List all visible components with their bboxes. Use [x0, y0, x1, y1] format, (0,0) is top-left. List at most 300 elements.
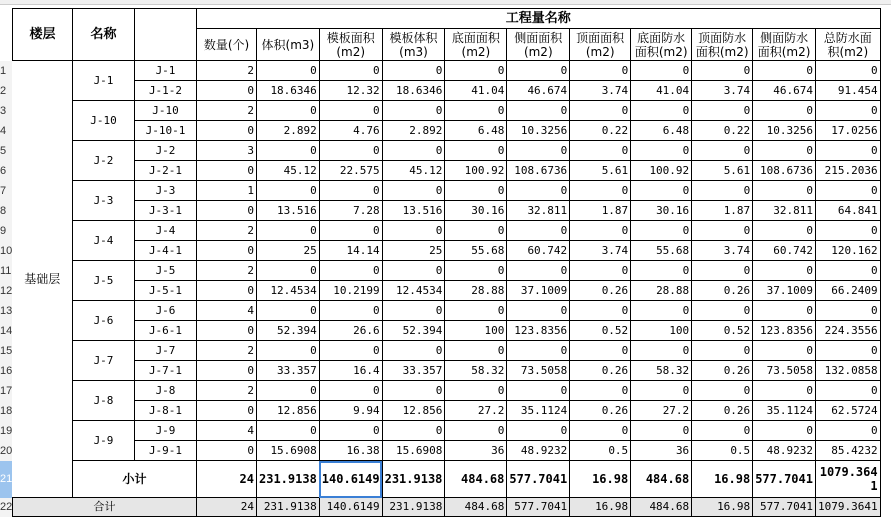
name-cell[interactable]: J-6 [73, 301, 135, 341]
value-cell[interactable]: 26.6 [319, 321, 382, 341]
total-value[interactable]: 577.7041 [507, 498, 570, 517]
subname-cell[interactable]: J-10 [135, 101, 197, 121]
subname-cell[interactable]: J-1-2 [135, 81, 197, 101]
row-number[interactable]: 13 [0, 301, 12, 321]
row-number[interactable]: 21 [0, 461, 12, 498]
row-number[interactable]: 9 [0, 221, 12, 241]
value-cell[interactable]: 41.04 [445, 81, 507, 101]
name-cell[interactable]: J-3 [73, 181, 135, 221]
value-cell[interactable]: 0 [197, 401, 257, 421]
value-cell[interactable]: 2 [197, 221, 257, 241]
subname-cell[interactable]: J-9 [135, 421, 197, 441]
value-cell[interactable]: 9.94 [319, 401, 382, 421]
value-cell[interactable]: 73.5058 [753, 361, 816, 381]
value-cell[interactable]: 0 [815, 341, 880, 361]
name-cell[interactable]: J-10 [73, 101, 135, 141]
value-cell[interactable]: 0 [257, 141, 320, 161]
subtotal-value[interactable]: 484.68 [445, 461, 507, 498]
subtotal-value[interactable]: 231.9138 [257, 461, 320, 498]
value-cell[interactable]: 132.0858 [815, 361, 880, 381]
subname-cell[interactable]: J-4-1 [135, 241, 197, 261]
value-cell[interactable]: 0 [319, 381, 382, 401]
value-cell[interactable]: 0.26 [692, 361, 753, 381]
value-cell[interactable]: 0 [570, 141, 631, 161]
value-cell[interactable]: 0 [382, 221, 445, 241]
name-cell[interactable]: J-2 [73, 141, 135, 181]
value-cell[interactable]: 0 [631, 381, 692, 401]
value-cell[interactable]: 120.162 [815, 241, 880, 261]
value-cell[interactable]: 15.6908 [257, 441, 320, 461]
value-cell[interactable]: 0 [753, 261, 816, 281]
value-cell[interactable]: 10.3256 [507, 121, 570, 141]
value-cell[interactable]: 0 [382, 261, 445, 281]
value-cell[interactable]: 0 [257, 301, 320, 321]
value-cell[interactable]: 0 [197, 201, 257, 221]
name-cell[interactable]: J-5 [73, 261, 135, 301]
subname-cell[interactable]: J-2-1 [135, 161, 197, 181]
value-cell[interactable]: 27.2 [445, 401, 507, 421]
subtotal-value[interactable]: 577.7041 [507, 461, 570, 498]
value-cell[interactable]: 35.1124 [753, 401, 816, 421]
value-cell[interactable]: 0 [570, 421, 631, 441]
subname-cell[interactable]: J-8 [135, 381, 197, 401]
value-cell[interactable]: 3.74 [570, 81, 631, 101]
value-cell[interactable]: 55.68 [631, 241, 692, 261]
subname-cell[interactable]: J-8-1 [135, 401, 197, 421]
value-cell[interactable]: 0 [445, 181, 507, 201]
row-number[interactable]: 18 [0, 401, 12, 421]
value-cell[interactable]: 100 [631, 321, 692, 341]
value-cell[interactable]: 2.892 [257, 121, 320, 141]
value-cell[interactable]: 0 [753, 381, 816, 401]
value-cell[interactable]: 0 [445, 381, 507, 401]
name-cell[interactable]: J-8 [73, 381, 135, 421]
value-cell[interactable]: 0 [815, 301, 880, 321]
subname-cell[interactable]: J-5 [135, 261, 197, 281]
value-cell[interactable]: 0 [382, 101, 445, 121]
value-cell[interactable]: 0 [815, 61, 880, 81]
value-cell[interactable]: 0.5 [570, 441, 631, 461]
value-cell[interactable]: 0 [631, 61, 692, 81]
value-cell[interactable]: 0 [815, 181, 880, 201]
value-cell[interactable]: 0 [753, 301, 816, 321]
subname-cell[interactable]: J-4 [135, 221, 197, 241]
value-cell[interactable]: 6.48 [631, 121, 692, 141]
value-cell[interactable]: 0 [445, 141, 507, 161]
value-cell[interactable]: 0 [753, 101, 816, 121]
value-cell[interactable]: 123.8356 [753, 321, 816, 341]
subname-cell[interactable]: J-6 [135, 301, 197, 321]
total-value[interactable]: 16.98 [692, 498, 753, 517]
value-cell[interactable]: 0.26 [692, 281, 753, 301]
value-cell[interactable]: 3.74 [692, 241, 753, 261]
value-cell[interactable]: 7.28 [319, 201, 382, 221]
row-number[interactable]: 22 [0, 498, 12, 517]
value-cell[interactable]: 4 [197, 421, 257, 441]
total-value[interactable]: 231.9138 [382, 498, 445, 517]
value-cell[interactable]: 48.9232 [507, 441, 570, 461]
subtotal-value[interactable]: 231.9138 [382, 461, 445, 498]
row-number[interactable]: 4 [0, 121, 12, 141]
table-row [13, 441, 881, 461]
value-cell[interactable]: 0 [197, 441, 257, 461]
total-value[interactable]: 140.6149 [319, 498, 382, 517]
value-cell[interactable]: 0.5 [692, 441, 753, 461]
value-cell[interactable]: 0 [507, 421, 570, 441]
value-cell[interactable]: 0 [507, 301, 570, 321]
value-cell[interactable]: 0.26 [570, 281, 631, 301]
value-cell[interactable]: 0 [382, 141, 445, 161]
value-cell[interactable]: 3.74 [692, 81, 753, 101]
value-cell[interactable]: 32.811 [753, 201, 816, 221]
value-cell[interactable]: 0.52 [692, 321, 753, 341]
value-cell[interactable]: 22.575 [319, 161, 382, 181]
value-cell[interactable]: 0.26 [570, 361, 631, 381]
value-cell[interactable]: 28.88 [445, 281, 507, 301]
value-cell[interactable]: 0 [445, 341, 507, 361]
value-cell[interactable]: 3 [197, 141, 257, 161]
value-cell[interactable]: 224.3556 [815, 321, 880, 341]
value-cell[interactable]: 0 [631, 421, 692, 441]
value-cell[interactable]: 0 [319, 61, 382, 81]
value-cell[interactable]: 0 [445, 221, 507, 241]
name-cell[interactable]: J-7 [73, 341, 135, 381]
value-cell[interactable]: 0 [507, 61, 570, 81]
value-cell[interactable]: 0 [753, 141, 816, 161]
subtotal-value[interactable]: 1079.3641 [815, 461, 880, 498]
value-cell[interactable]: 2.892 [382, 121, 445, 141]
value-cell[interactable]: 5.61 [692, 161, 753, 181]
value-cell[interactable]: 0 [257, 101, 320, 121]
value-cell[interactable]: 0 [257, 421, 320, 441]
subname-cell[interactable]: J-3 [135, 181, 197, 201]
value-cell[interactable]: 0 [319, 221, 382, 241]
value-cell[interactable]: 37.1009 [507, 281, 570, 301]
subname-cell[interactable]: J-2 [135, 141, 197, 161]
value-cell[interactable]: 37.1009 [753, 281, 816, 301]
value-cell[interactable]: 0 [570, 341, 631, 361]
value-cell[interactable]: 0 [197, 81, 257, 101]
row-number[interactable]: 20 [0, 441, 12, 461]
value-cell[interactable]: 100 [445, 321, 507, 341]
value-cell[interactable]: 0 [692, 381, 753, 401]
subname-cell[interactable]: J-5-1 [135, 281, 197, 301]
value-cell[interactable]: 62.5724 [815, 401, 880, 421]
value-cell[interactable]: 1 [197, 181, 257, 201]
row-number[interactable]: 3 [0, 101, 12, 121]
value-cell[interactable]: 55.68 [445, 241, 507, 261]
value-cell[interactable]: 0 [445, 101, 507, 121]
total-value[interactable]: 231.9138 [257, 498, 320, 517]
value-cell[interactable]: 0 [319, 101, 382, 121]
subname-cell[interactable]: J-6-1 [135, 321, 197, 341]
name-cell[interactable]: J-4 [73, 221, 135, 261]
value-cell[interactable]: 0 [815, 421, 880, 441]
value-cell[interactable]: 0 [257, 181, 320, 201]
value-cell[interactable]: 0 [257, 221, 320, 241]
row-number[interactable]: 11 [0, 261, 12, 281]
value-cell[interactable]: 0 [631, 101, 692, 121]
value-cell[interactable]: 35.1124 [507, 401, 570, 421]
value-cell[interactable]: 0 [319, 141, 382, 161]
subtotal-value[interactable]: 24 [197, 461, 257, 498]
value-cell[interactable]: 0 [197, 361, 257, 381]
value-cell[interactable]: 0 [507, 261, 570, 281]
value-cell[interactable]: 12.856 [382, 401, 445, 421]
value-cell[interactable]: 0.22 [570, 121, 631, 141]
value-cell[interactable]: 0 [692, 261, 753, 281]
value-cell[interactable]: 12.32 [319, 81, 382, 101]
value-cell[interactable]: 46.674 [753, 81, 816, 101]
value-cell[interactable]: 0.26 [570, 401, 631, 421]
value-cell[interactable]: 0 [197, 161, 257, 181]
value-cell[interactable]: 1.87 [692, 201, 753, 221]
value-cell[interactable]: 13.516 [382, 201, 445, 221]
value-cell[interactable]: 0 [570, 261, 631, 281]
row-number[interactable]: 8 [0, 201, 12, 221]
value-cell[interactable]: 0 [631, 141, 692, 161]
value-cell[interactable]: 0 [197, 321, 257, 341]
value-cell[interactable]: 0 [257, 381, 320, 401]
value-cell[interactable]: 0 [507, 381, 570, 401]
value-cell[interactable]: 0 [445, 421, 507, 441]
value-cell[interactable]: 4.76 [319, 121, 382, 141]
total-value[interactable]: 484.68 [445, 498, 507, 517]
value-cell[interactable]: 0 [445, 301, 507, 321]
subtotal-value[interactable]: 577.7041 [753, 461, 816, 498]
value-cell[interactable]: 0 [197, 121, 257, 141]
value-cell[interactable]: 58.32 [445, 361, 507, 381]
total-value[interactable]: 1079.3641 [815, 498, 880, 517]
total-value[interactable]: 24 [197, 498, 257, 517]
value-cell[interactable]: 16.38 [319, 441, 382, 461]
value-cell[interactable]: 0 [631, 301, 692, 321]
subtotal-value[interactable]: 16.98 [570, 461, 631, 498]
value-cell[interactable]: 0 [753, 421, 816, 441]
value-cell[interactable]: 10.2199 [319, 281, 382, 301]
value-cell[interactable]: 15.6908 [382, 441, 445, 461]
value-cell[interactable]: 28.88 [631, 281, 692, 301]
value-cell[interactable]: 108.6736 [753, 161, 816, 181]
value-cell[interactable]: 0 [197, 281, 257, 301]
value-cell[interactable]: 12.4534 [257, 281, 320, 301]
value-cell[interactable]: 2 [197, 341, 257, 361]
value-cell[interactable]: 0 [382, 421, 445, 441]
total-value[interactable]: 577.7041 [753, 498, 816, 517]
value-cell[interactable]: 14.14 [319, 241, 382, 261]
value-cell[interactable]: 0 [507, 141, 570, 161]
subtotal-value[interactable]: 484.68 [631, 461, 692, 498]
name-cell[interactable]: J-9 [73, 421, 135, 461]
value-cell[interactable]: 33.357 [257, 361, 320, 381]
value-cell[interactable]: 0.22 [692, 121, 753, 141]
value-cell[interactable]: 66.2409 [815, 281, 880, 301]
row-number[interactable]: 19 [0, 421, 12, 441]
row-number[interactable]: 6 [0, 161, 12, 181]
value-cell[interactable]: 0 [445, 61, 507, 81]
value-cell[interactable]: 0 [507, 341, 570, 361]
value-cell[interactable]: 18.6346 [257, 81, 320, 101]
value-cell[interactable]: 0 [753, 181, 816, 201]
row-number[interactable]: 5 [0, 141, 12, 161]
value-cell[interactable]: 2 [197, 101, 257, 121]
value-cell[interactable]: 123.8356 [507, 321, 570, 341]
value-cell[interactable]: 13.516 [257, 201, 320, 221]
value-cell[interactable]: 36 [445, 441, 507, 461]
value-cell[interactable]: 45.12 [257, 161, 320, 181]
value-cell[interactable]: 73.5058 [507, 361, 570, 381]
value-cell[interactable]: 12.856 [257, 401, 320, 421]
value-cell[interactable]: 0 [319, 421, 382, 441]
value-cell[interactable]: 0 [570, 221, 631, 241]
subname-cell[interactable]: J-7 [135, 341, 197, 361]
value-cell[interactable]: 10.3256 [753, 121, 816, 141]
value-cell[interactable]: 0 [382, 181, 445, 201]
value-cell[interactable]: 0 [319, 181, 382, 201]
value-cell[interactable]: 0 [382, 61, 445, 81]
value-cell[interactable]: 0.52 [570, 321, 631, 341]
row-number[interactable]: 15 [0, 341, 12, 361]
value-cell[interactable]: 0 [382, 341, 445, 361]
value-cell[interactable]: 0 [319, 261, 382, 281]
row-number[interactable]: 7 [0, 181, 12, 201]
value-cell[interactable]: 30.16 [445, 201, 507, 221]
value-cell[interactable]: 0 [570, 101, 631, 121]
value-cell[interactable]: 1.87 [570, 201, 631, 221]
subname-cell[interactable]: J-10-1 [135, 121, 197, 141]
value-cell[interactable]: 64.841 [815, 201, 880, 221]
value-cell[interactable]: 0 [570, 301, 631, 321]
value-cell[interactable]: 52.394 [382, 321, 445, 341]
value-cell[interactable]: 0 [570, 181, 631, 201]
value-cell[interactable]: 2 [197, 261, 257, 281]
name-cell[interactable]: J-1 [73, 61, 135, 101]
subname-cell[interactable]: J-7-1 [135, 361, 197, 381]
value-cell[interactable]: 0 [257, 61, 320, 81]
header-column: 顶面面积(m2) [570, 29, 631, 61]
subname-cell[interactable]: J-3-1 [135, 201, 197, 221]
value-cell[interactable]: 0 [692, 141, 753, 161]
value-cell[interactable]: 12.4534 [382, 281, 445, 301]
row-number[interactable]: 17 [0, 381, 12, 401]
value-cell[interactable]: 18.6346 [382, 81, 445, 101]
value-cell[interactable]: 16.4 [319, 361, 382, 381]
value-cell[interactable]: 108.6736 [507, 161, 570, 181]
subtotal-value[interactable]: 140.6149 [319, 461, 382, 498]
value-cell[interactable]: 25 [382, 241, 445, 261]
value-cell[interactable]: 100.92 [445, 161, 507, 181]
value-cell[interactable]: 0 [631, 261, 692, 281]
value-cell[interactable]: 0 [257, 341, 320, 361]
value-cell[interactable]: 0 [692, 181, 753, 201]
value-cell[interactable]: 0 [319, 301, 382, 321]
value-cell[interactable]: 27.2 [631, 401, 692, 421]
row-number[interactable]: 10 [0, 241, 12, 261]
value-cell[interactable]: 0 [692, 221, 753, 241]
floor-cell[interactable]: 基础层 [13, 61, 73, 498]
value-cell[interactable]: 0 [815, 261, 880, 281]
value-cell[interactable]: 0 [382, 301, 445, 321]
value-cell[interactable]: 0 [815, 101, 880, 121]
value-cell[interactable]: 100.92 [631, 161, 692, 181]
value-cell[interactable]: 25 [257, 241, 320, 261]
total-value[interactable]: 484.68 [631, 498, 692, 517]
quantity-table [12, 8, 881, 517]
value-cell[interactable]: 30.16 [631, 201, 692, 221]
value-cell[interactable]: 0 [815, 141, 880, 161]
value-cell[interactable]: 0 [382, 381, 445, 401]
value-cell[interactable]: 0 [631, 181, 692, 201]
value-cell[interactable]: 0 [507, 101, 570, 121]
value-cell[interactable]: 0 [319, 341, 382, 361]
value-cell[interactable]: 46.674 [507, 81, 570, 101]
value-cell[interactable]: 0 [631, 221, 692, 241]
value-cell[interactable]: 0 [507, 181, 570, 201]
value-cell[interactable]: 4 [197, 301, 257, 321]
value-cell[interactable]: 0 [445, 261, 507, 281]
value-cell[interactable]: 0 [692, 341, 753, 361]
value-cell[interactable]: 6.48 [445, 121, 507, 141]
value-cell[interactable]: 52.394 [257, 321, 320, 341]
value-cell[interactable]: 3.74 [570, 241, 631, 261]
value-cell[interactable]: 0 [815, 381, 880, 401]
value-cell[interactable]: 2 [197, 381, 257, 401]
subname-cell[interactable]: J-9-1 [135, 441, 197, 461]
value-cell[interactable]: 48.9232 [753, 441, 816, 461]
value-cell[interactable]: 0 [570, 61, 631, 81]
value-cell[interactable]: 36 [631, 441, 692, 461]
value-cell[interactable]: 0 [692, 101, 753, 121]
total-value[interactable]: 16.98 [570, 498, 631, 517]
total-row [13, 498, 881, 517]
value-cell[interactable]: 0 [753, 341, 816, 361]
value-cell[interactable]: 58.32 [631, 361, 692, 381]
value-cell[interactable]: 0 [815, 221, 880, 241]
row-number[interactable]: 14 [0, 321, 12, 341]
value-cell[interactable]: 0 [692, 61, 753, 81]
value-cell[interactable]: 0 [507, 221, 570, 241]
row-number[interactable]: 16 [0, 361, 12, 381]
row-number[interactable]: 1 [0, 61, 12, 81]
row-number[interactable]: 12 [0, 281, 12, 301]
value-cell[interactable]: 33.357 [382, 361, 445, 381]
value-cell[interactable]: 0 [753, 61, 816, 81]
value-cell[interactable]: 32.811 [507, 201, 570, 221]
table-row [13, 421, 881, 441]
row-number[interactable]: 2 [0, 81, 12, 101]
subtotal-value[interactable]: 16.98 [692, 461, 753, 498]
value-cell[interactable]: 0 [692, 301, 753, 321]
value-cell[interactable]: 0.26 [692, 401, 753, 421]
value-cell[interactable]: 45.12 [382, 161, 445, 181]
value-cell[interactable]: 0 [570, 381, 631, 401]
value-cell[interactable]: 0 [197, 241, 257, 261]
value-cell[interactable]: 60.742 [507, 241, 570, 261]
value-cell[interactable]: 0 [257, 261, 320, 281]
value-cell[interactable]: 91.454 [815, 81, 880, 101]
value-cell[interactable]: 85.4232 [815, 441, 880, 461]
value-cell[interactable]: 0 [692, 421, 753, 441]
value-cell[interactable]: 215.2036 [815, 161, 880, 181]
value-cell[interactable]: 41.04 [631, 81, 692, 101]
subname-cell[interactable]: J-1 [135, 61, 197, 81]
value-cell[interactable]: 0 [753, 221, 816, 241]
value-cell[interactable]: 5.61 [570, 161, 631, 181]
value-cell[interactable]: 17.0256 [815, 121, 880, 141]
value-cell[interactable]: 2 [197, 61, 257, 81]
value-cell[interactable]: 60.742 [753, 241, 816, 261]
value-cell[interactable]: 0 [631, 341, 692, 361]
